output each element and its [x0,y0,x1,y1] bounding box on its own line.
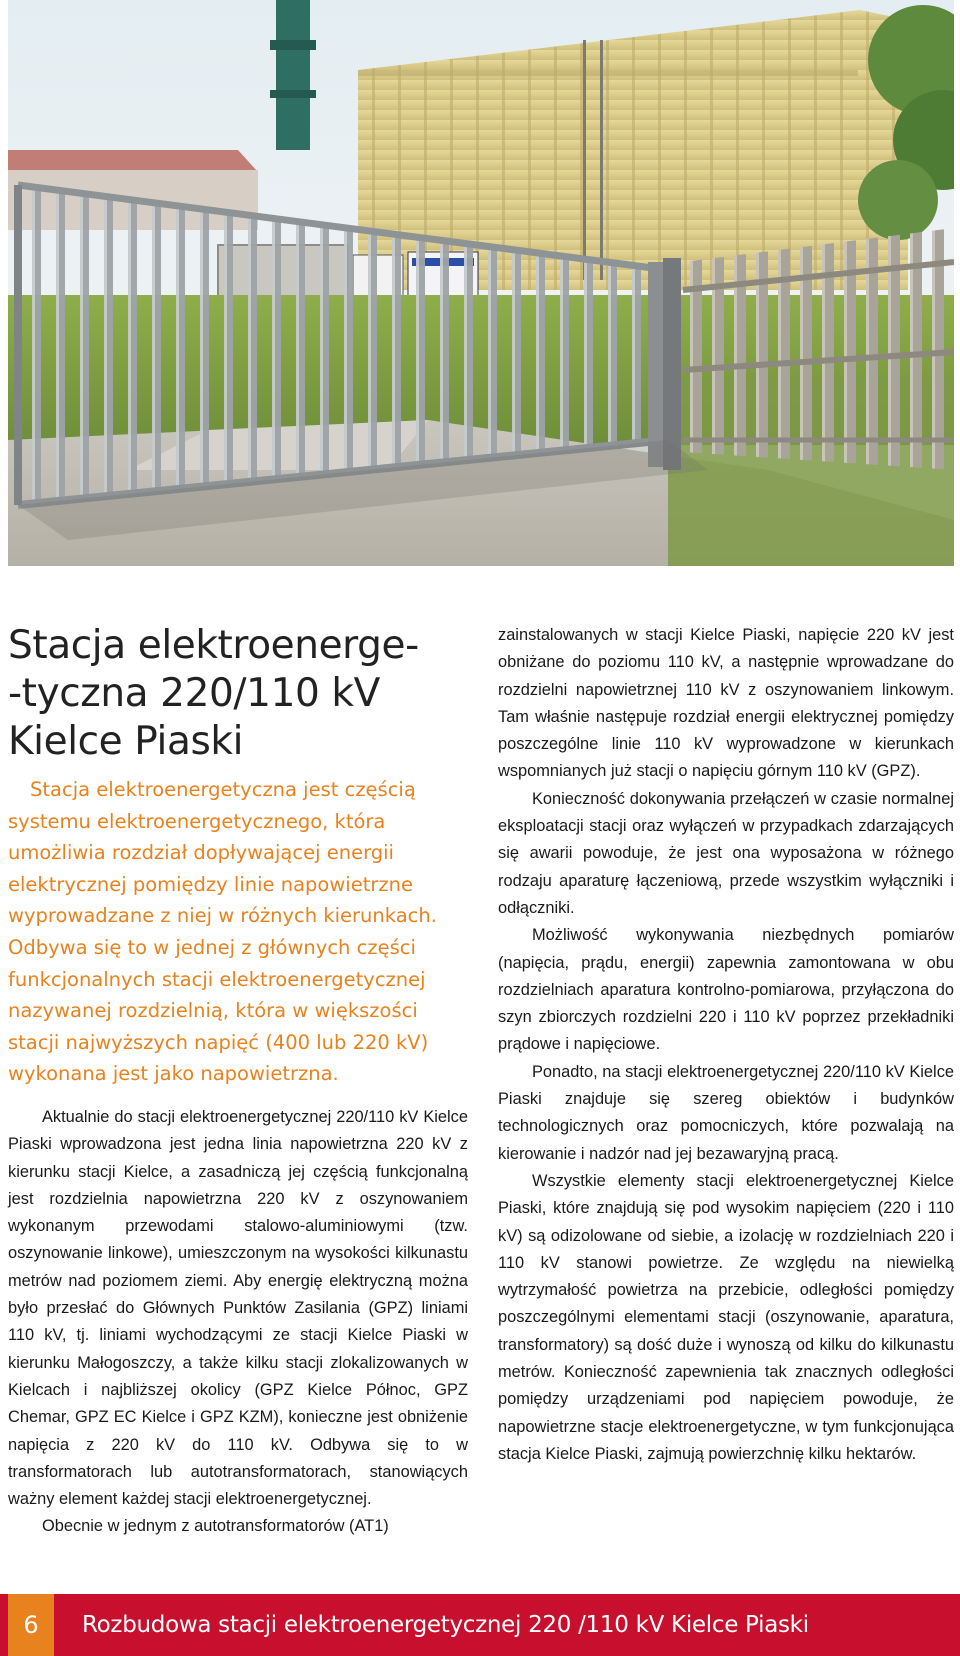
paragraph: Obecnie w jednym z autotransformatorów (AT1) [42,1517,389,1536]
right-column [498,622,954,1468]
paragraph: Możliwość wykonywania niezbędnych pomiarów (napięcia, prądu, energii) zapewnia zamontowana w obu rozdzielniach aparatura kontrolno-pomiarowa, przyłączona do szyn zbiorczych rozdzielni 220 i 110 kV poprzez przekładniki prądowe i napięciowe. [498,926,954,1054]
paragraph: Wszystkie elementy stacji elektroenergetycznej Kielce Piaski, które znajdują się pod wysokim napięciem (220 i 110 kV) są odizolowane od siebie, a izolację w rozdzielniach 220 i 110 kV stanowi powietrze. Ze względu na niewielką wytrzymałość powietrza na przebicie, odległości pomiędzy poszczególnymi elementami stacji (oszynowanie, aparatura, transformatory) są dość duże i wynoszą od kilku do kilkunastu metrów. Konieczność zapewnienia tak znacznych odległości pomiędzy urządzeniami pod napięciem powoduje, że napowietrzne stacje elektroenergetyczne, w tym funkcjonująca stacja Kielce Piaski, zajmują powierzchnię kilku hektarów. [498,1171,954,1463]
left-column [8,622,468,1541]
paragraph: Konieczność dokonywania przełączeń w czasie normalnej eksploatacji stacji oraz wyłączeń w przypadkach zdarzających się awarii powoduje, że jest ona wyposażona w różnego rodzaju aparaturę łączeniową, przede wszystkim wyłączniki i odłączniki. [498,789,954,917]
paragraph: Aktualnie do stacji elektroenergetycznej 220/110 kV Kielce Piaski wprowadzona jest jedna linia napowietrzna 220 kV z kierunku stacji Kielce, a zasadniczą jej częścią funkcjonalną jest rozdzielnia napowietrzna 220 kV z oszynowaniem wykonanym przewodami stalowo-aluminiowymi (tzw. oszynowanie linkowe), umieszczonym na wysokości kilkunastu metrów nad poziomem ziemi. Aby energię elektryczną można było przesłać do Głównych Punktów Zasilania (GPZ) liniami 110 kV, tj. liniami wychodzącymi ze stacji Kielce Piaski w kierunku Małogoszczy, a także kilku stacji zlokalizowanych w Kielcach i najbliższej okolicy (GPZ Kielce Północ, GPZ Chemar, GPZ EC Kielce i GPZ KZM), konieczne jest obniżenie napięcia z 220 kV do 110 kV. Odbywa się to w transformatorach lub autotransformatorach, stanowiących ważny element każdej stacji elektroenergetycznej. [8,1107,468,1509]
page-footer [0,1594,960,1656]
title-line: Stacja elektroenerge- [8,623,419,668]
right-body-text [498,622,954,1468]
paragraph: Ponadto, na stacji elektroenergetycznej 220/110 kV Kielce Piaski znajduje się szereg obiektów i budynków technologicznych oraz pomocniczych, które pozwalają na kierowanie i nadzór nad jej bezawaryjną pracą. [498,1062,954,1163]
station-gate-photo [8,0,954,566]
paragraph: zainstalowanych w stacji Kielce Piaski, napięcie 220 kV jest obniżane do poziomu 110 kV, a następnie wprowadzane do rozdzielni napowietrznej 110 kV z oszynowaniem linkowym. Tam właśnie następuje rozdział energii elektrycznej pomiędzy poszczególne linie 110 kV wyprowadzone w kierunkach wspomnianych już stacji o napięciu górnym 110 kV (GPZ). [498,626,954,781]
title-line: Kielce Piaski [8,719,244,764]
footer-title: Rozbudowa stacji elektroenergetycznej 220 /110 kV Kielce Piaski [82,1612,809,1638]
page-number: 6 [8,1594,54,1656]
article-lead: Stacja elektroenergetyczna jest częścią systemu elektroenergetycznego, która umożliwia rozdział dopływającej energii elektrycznej pomiędzy linie napowietrzne wyprowadzane z niej w różnych kierunkach. Odbywa się to w jednej z głównych części funkcjonalnych stacji elektroenergetycznej nazywanej rozdzielnią, która w większości stacji najwyższych napięć (400 lub 220 kV) wykonana jest jako napowietrzna. [8,778,437,1086]
article-title [8,622,468,766]
left-body-text [8,1104,468,1541]
title-line: -tyczna 220/110 kV [8,671,380,716]
